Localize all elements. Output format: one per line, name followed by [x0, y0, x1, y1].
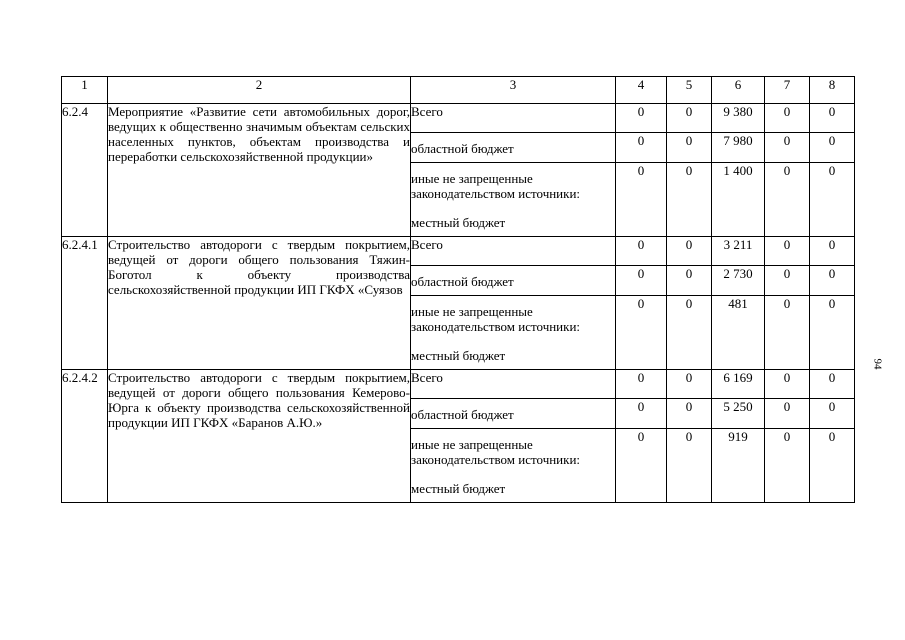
value-cell: 0 [616, 104, 667, 133]
source-regional-label: областной бюджет [411, 133, 616, 163]
value-cell: 7 980 [712, 133, 765, 163]
source-other-cell [411, 429, 616, 503]
value-cell: 0 [810, 399, 855, 429]
value-cell: 9 380 [712, 104, 765, 133]
value-cell: 0 [616, 237, 667, 266]
header-cell-2: 2 [108, 77, 411, 104]
value-cell: 0 [616, 399, 667, 429]
table-row [62, 237, 855, 266]
item-title: Мероприятие «Развитие сети автомобильных дорог, ведущих к общественно значимым объектам сельских населенных пунктов, объектам производства и переработки сельскохозяйственной продукции» [108, 104, 411, 237]
value-cell: 0 [667, 370, 712, 399]
header-row [62, 77, 855, 104]
value-cell: 0 [667, 266, 712, 296]
item-code: 6.2.4.1 [62, 237, 108, 370]
source-other-label: иные не запрещенные законодательством источники: [411, 171, 581, 201]
item-code: 6.2.4 [62, 104, 108, 237]
spacer [411, 334, 615, 348]
source-total-label: Всего [411, 370, 616, 399]
value-cell: 0 [616, 163, 667, 237]
header-cell-3: 3 [411, 77, 616, 104]
source-other-label: иные не запрещенные законодательством источники: [411, 304, 581, 334]
value-cell: 3 211 [712, 237, 765, 266]
budget-table [61, 76, 855, 503]
header-cell-4: 4 [616, 77, 667, 104]
value-cell: 0 [810, 163, 855, 237]
source-local-label: местный бюджет [411, 348, 506, 363]
header-cell-6: 6 [712, 77, 765, 104]
spacer [411, 201, 615, 215]
source-local-label: местный бюджет [411, 481, 506, 496]
value-cell: 5 250 [712, 399, 765, 429]
value-cell: 1 400 [712, 163, 765, 237]
table-row [62, 370, 855, 399]
source-local-label: местный бюджет [411, 215, 506, 230]
value-cell: 0 [765, 399, 810, 429]
source-total-label: Всего [411, 237, 616, 266]
value-cell: 0 [667, 163, 712, 237]
value-cell: 0 [667, 399, 712, 429]
value-cell: 0 [810, 266, 855, 296]
value-cell: 0 [810, 370, 855, 399]
header-cell-8: 8 [810, 77, 855, 104]
value-cell: 0 [810, 429, 855, 503]
item-code: 6.2.4.2 [62, 370, 108, 503]
value-cell: 0 [667, 429, 712, 503]
value-cell: 0 [667, 237, 712, 266]
value-cell: 0 [667, 296, 712, 370]
source-regional-label: областной бюджет [411, 266, 616, 296]
value-cell: 0 [765, 266, 810, 296]
value-cell: 6 169 [712, 370, 765, 399]
value-cell: 0 [667, 133, 712, 163]
header-cell-5: 5 [667, 77, 712, 104]
value-cell: 0 [765, 370, 810, 399]
value-cell: 0 [765, 237, 810, 266]
item-title: Строительство автодороги с твердым покрытием, ведущей от дороги общего пользования Тяжин-Боготол к объекту производства сельскохозяйственной продукции ИП ГКФХ «Суязов [108, 237, 411, 370]
header-cell-7: 7 [765, 77, 810, 104]
value-cell: 0 [765, 163, 810, 237]
value-cell: 0 [765, 296, 810, 370]
value-cell: 0 [810, 104, 855, 133]
page-number: 94 [871, 358, 884, 370]
value-cell: 0 [616, 429, 667, 503]
value-cell: 0 [616, 296, 667, 370]
table-row [62, 104, 855, 133]
value-cell: 919 [712, 429, 765, 503]
value-cell: 0 [765, 133, 810, 163]
spacer [411, 467, 615, 481]
value-cell: 0 [765, 429, 810, 503]
value-cell: 2 730 [712, 266, 765, 296]
value-cell: 0 [616, 266, 667, 296]
header-cell-1: 1 [62, 77, 108, 104]
value-cell: 481 [712, 296, 765, 370]
source-regional-label: областной бюджет [411, 399, 616, 429]
value-cell: 0 [810, 237, 855, 266]
value-cell: 0 [810, 133, 855, 163]
source-other-cell [411, 296, 616, 370]
value-cell: 0 [616, 370, 667, 399]
source-other-cell [411, 163, 616, 237]
item-title: Строительство автодороги с твердым покрытием, ведущей от дороги общего пользования Кемерово-Юрга к объекту производства сельскохозяйственной продукции ИП ГКФХ «Баранов А.Ю.» [108, 370, 411, 503]
value-cell: 0 [667, 104, 712, 133]
value-cell: 0 [616, 133, 667, 163]
source-total-label: Всего [411, 104, 616, 133]
value-cell: 0 [765, 104, 810, 133]
value-cell: 0 [810, 296, 855, 370]
source-other-label: иные не запрещенные законодательством источники: [411, 437, 581, 467]
